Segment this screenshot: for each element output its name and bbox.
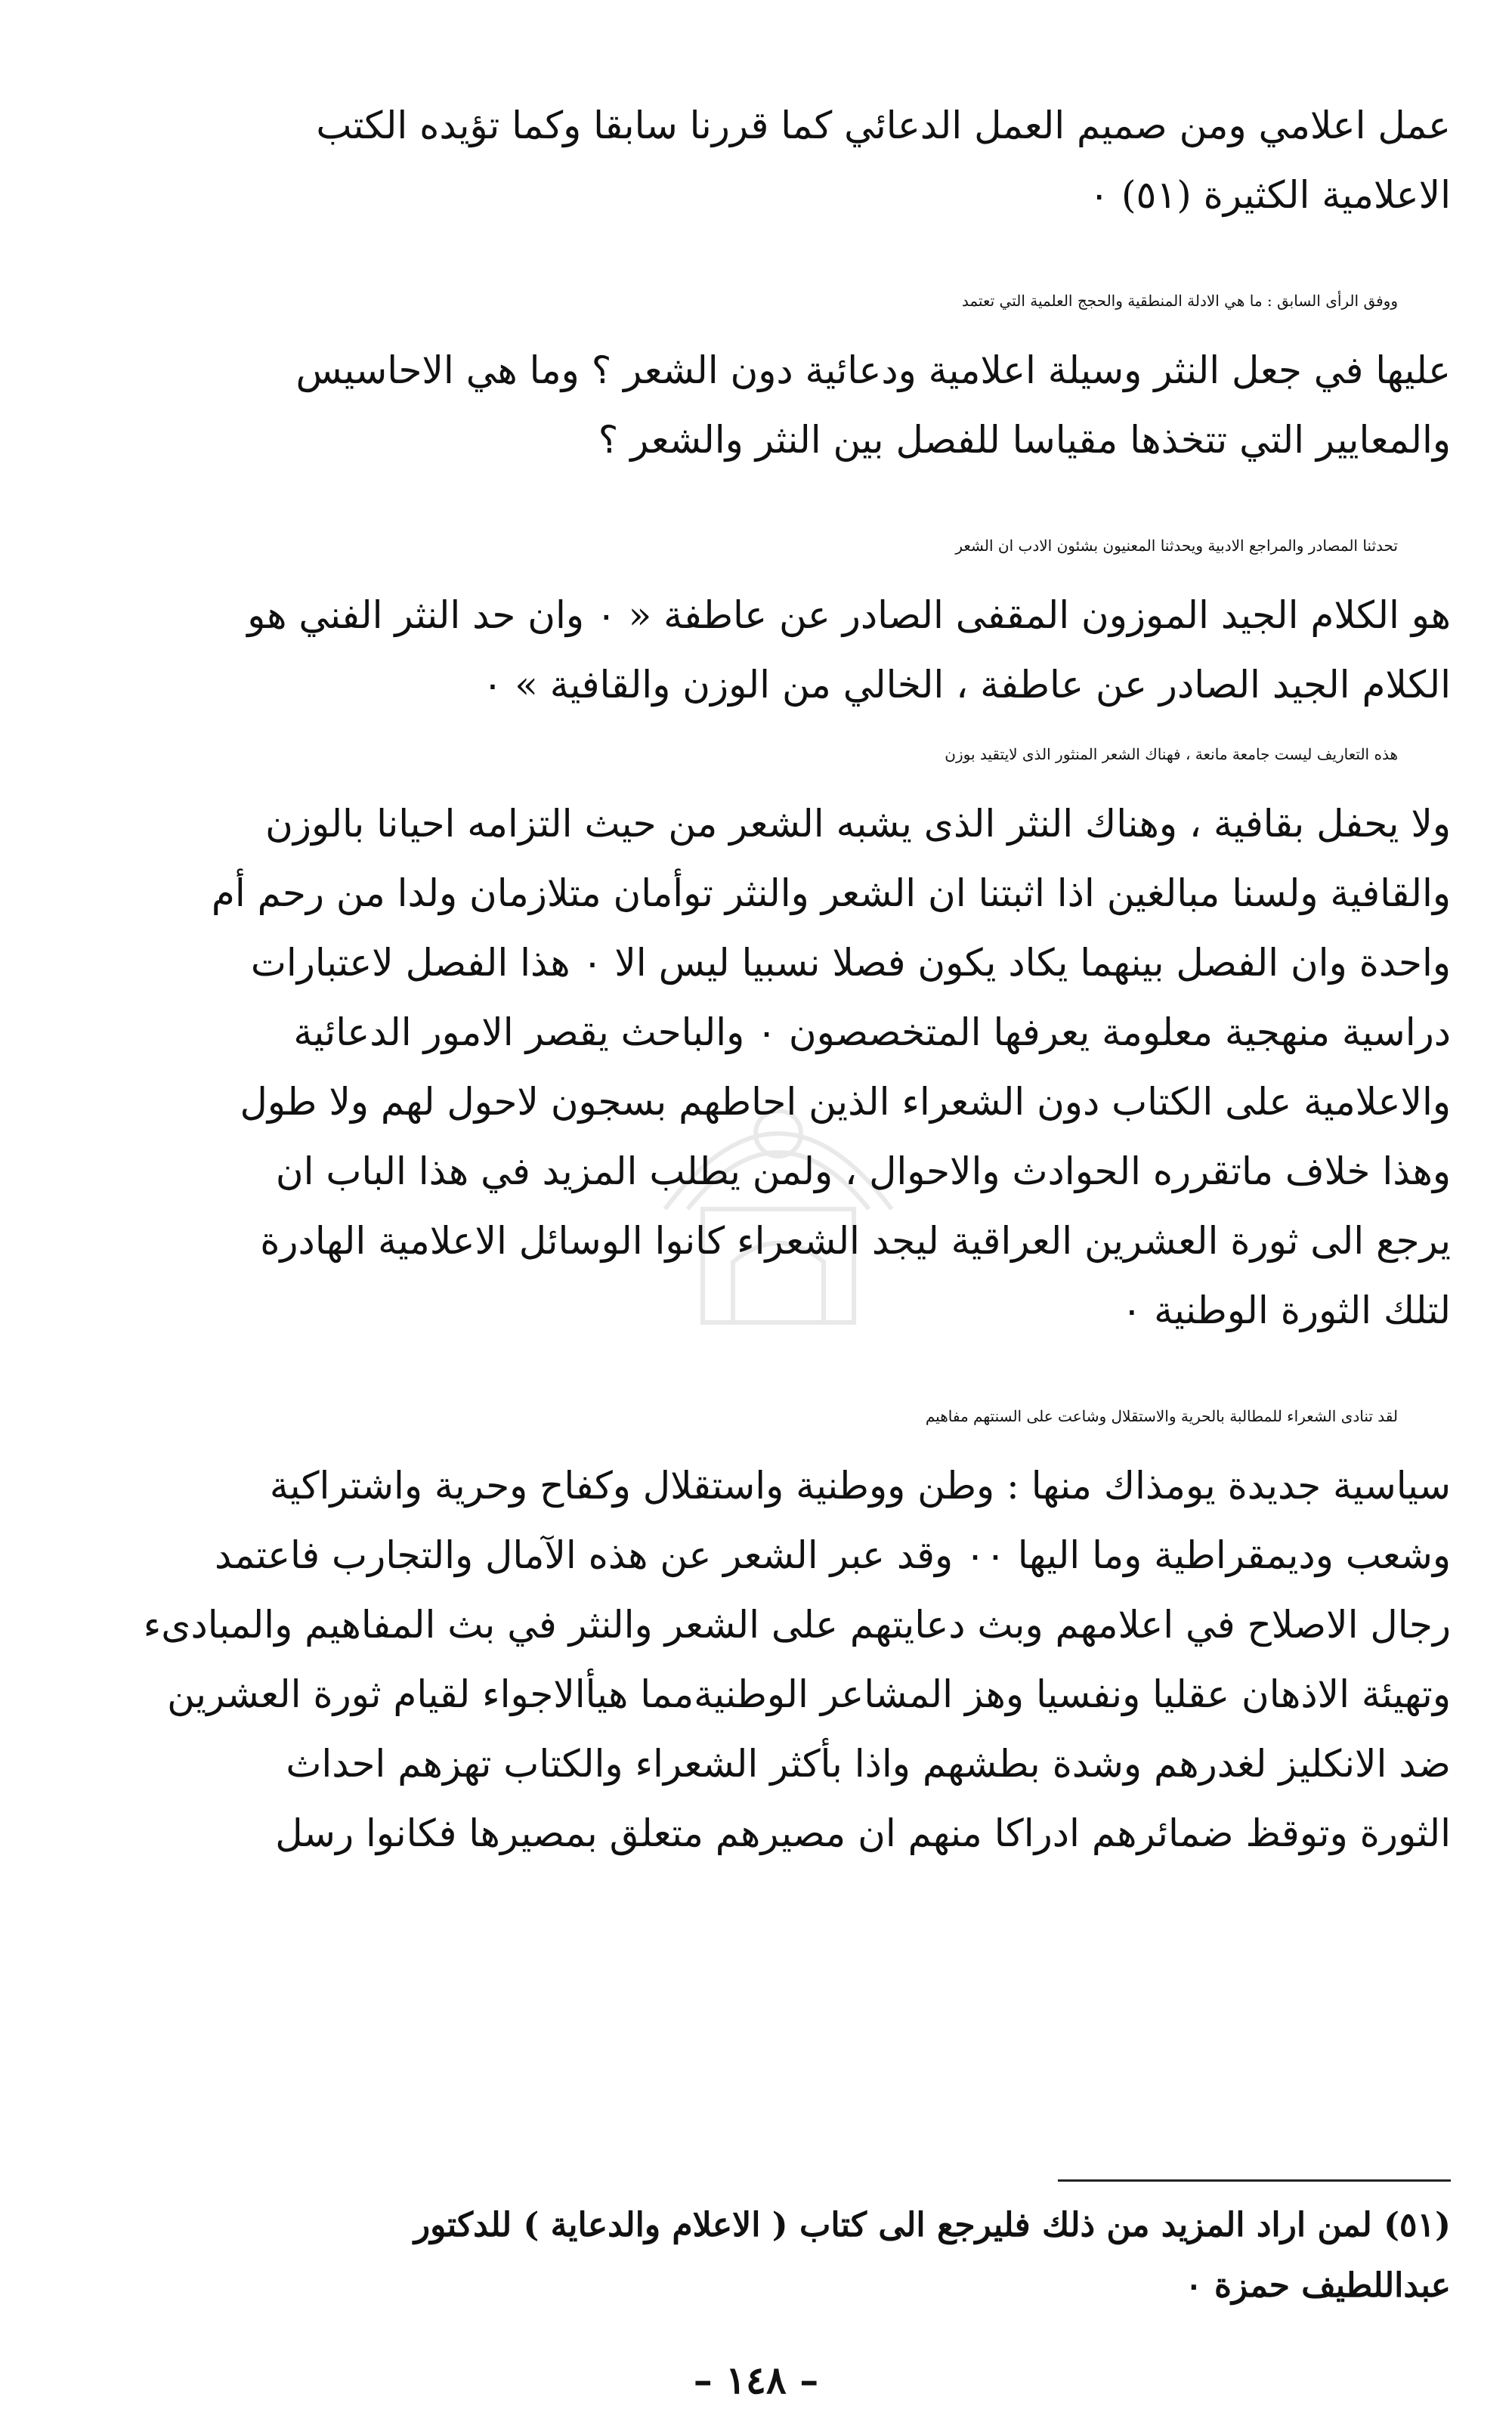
paragraph-3 — [106, 511, 1451, 1345]
text-line: والقافية ولسنا مبالغين اذا اثبتنا ان الشعر والنثر توأمان متلازمان ولدا من رحم أم — [211, 871, 1451, 915]
footnote-line: (٥١) لمن اراد المزيد من ذلك فليرجع الى كتاب ( الاعلام والدعاية ) للدكتور — [413, 2206, 1451, 2244]
text-line: سياسية جديدة يومذاك منها : وطن ووطنية واستقلال وكفاح وحرية واشتراكية — [269, 1464, 1451, 1508]
text-line: ووفق الرأى السابق : ما هي الادلة المنطقية والحجج العلمية التي تعتمد — [961, 292, 1398, 310]
text-line: واحدة وان الفصل بينهما يكاد يكون فصلا نسبيا ليس الا ٠ هذا الفصل لاعتبارات — [250, 941, 1451, 985]
paragraph-4 — [106, 1381, 1451, 1868]
text-line: الاعلامية الكثيرة (٥١) ٠ — [1089, 173, 1451, 217]
text-line: دراسية منهجية معلومة يعرفها المتخصصون ٠ والباحث يقصر الامور الدعائية — [293, 1010, 1451, 1054]
footnote-line: عبداللطيف حمزة ٠ — [1185, 2266, 1451, 2305]
text-line: ضد الانكليز لغدرهم وشدة بطشهم واذا بأكثر الشعراء والكتاب تهزهم احداث — [286, 1742, 1451, 1786]
text-line: وتهيئة الاذهان عقليا ونفسيا وهز المشاعر الوطنيةمما هيأالاجواء لقيام ثورة العشرين — [167, 1672, 1451, 1716]
text-line: ولا يحفل بقافية ، وهناك النثر الذى يشبه الشعر من حيث التزامه احيانا بالوزن — [265, 802, 1451, 846]
text-line: عليها في جعل النثر وسيلة اعلامية ودعائية دون الشعر ؟ وما هي الاحاسيس — [295, 348, 1451, 392]
footnote — [106, 2195, 1451, 2316]
text-line: وهذا خلاف ماتقرره الحوادث والاحوال ، ولمن يطلب المزيد في هذا الباب ان — [275, 1149, 1451, 1193]
text-line: هذه التعاريف ليست جامعة مانعة ، فهناك الشعر المنثور الذى لايتقيد بوزن — [945, 745, 1398, 763]
text-line: تحدثنا المصادر والمراجع الادبية ويحدثنا المعنيون بشئون الادب ان الشعر — [955, 537, 1398, 555]
text-line: لقد تنادى الشعراء للمطالبة بالحرية والاستقلال وشاعت على السنتهم مفاهيم — [925, 1407, 1398, 1425]
text-line: هو الكلام الجيد الموزون المقفى الصادر عن عاطفة « ٠ وان حد النثر الفني هو — [247, 593, 1451, 637]
text-line: والمعايير التي تتخذها مقياسا للفصل بين النثر والشعر ؟ — [598, 418, 1451, 462]
text-line: والاعلامية على الكتاب دون الشعراء الذين احاطهم بسجون لاحول لهم ولا طول — [240, 1080, 1451, 1124]
footnote-divider — [1058, 2179, 1451, 2182]
text-line: رجال الاصلاح في اعلامهم وبث دعايتهم على الشعر والنثر في بث المفاهيم والمبادىء — [143, 1603, 1451, 1647]
page-number: – ١٤٨ – — [693, 2358, 819, 2402]
page-body — [106, 91, 1451, 1904]
text-line: وشعب وديمقراطية وما اليها ٠٠ وقد عبر الشعر عن هذه الآمال والتجارب فاعتمد — [214, 1533, 1451, 1577]
text-line: الكلام الجيد الصادر عن عاطفة ، الخالي من الوزن والقافية » ٠ — [482, 663, 1451, 707]
paragraph-1 — [106, 91, 1451, 230]
paragraph-2 — [106, 266, 1451, 475]
text-line: يرجع الى ثورة العشرين العراقية ليجد الشعراء كانوا الوسائل الاعلامية الهادرة — [260, 1219, 1451, 1263]
text-line: الثورة وتوقظ ضمائرهم ادراكا منهم ان مصيرهم متعلق بمصيرها فكانوا رسل — [275, 1811, 1451, 1855]
text-line: لتلك الثورة الوطنية ٠ — [1121, 1288, 1451, 1332]
text-line: عمل اعلامي ومن صميم العمل الدعائي كما قررنا سابقا وكما تؤيده الكتب — [316, 104, 1451, 147]
